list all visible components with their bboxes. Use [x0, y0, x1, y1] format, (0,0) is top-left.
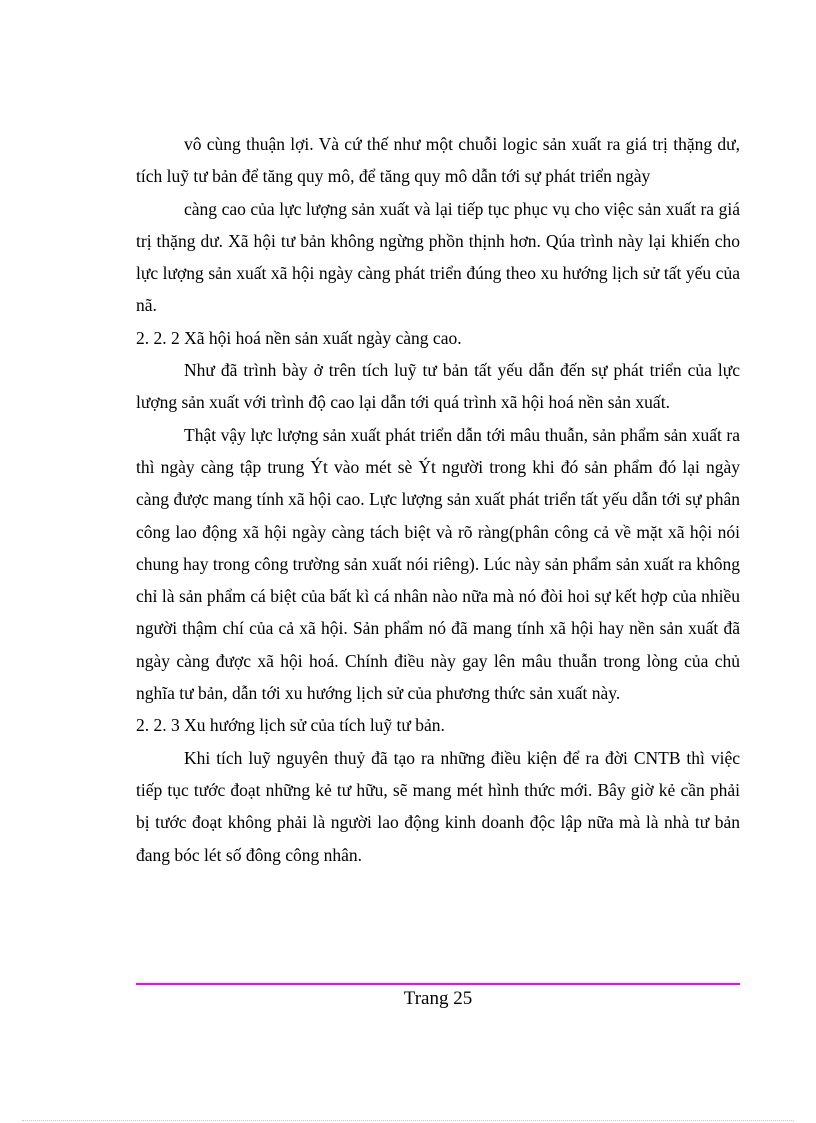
paragraph-continuation: vô cùng thuận lợi. Và cứ thế như một chuỗi logic sản xuất ra giá trị thặng dư, tích luỹ tư bản để tăng quy mô, để tăng quy mô dẫn tới sự phát triển ngày	[136, 134, 740, 187]
section-heading-2-2-3: 2. 2. 3 Xu hướng lịch sử của tích luỹ tư bản.	[136, 715, 445, 736]
section-heading-2-2-2: 2. 2. 2 Xã hội hoá nền sản xuất ngày càng cao.	[136, 327, 462, 348]
page-body	[136, 128, 740, 871]
paragraph: Như đã trình bày ở trên tích luỹ tư bản tất yếu dẫn đến sự phát triển của lực lượng sản xuất với trình độ cao lại dẫn tới quá trình xã hội hoá nền sản xuất.	[136, 360, 740, 413]
paragraph: càng cao của lực lượng sản xuất và lại tiếp tục phục vụ cho việc sản xuất ra giá trị thặng dư. Xã hội tư bản không ngừng phồn thịnh hơn. Qúa trình này lại khiến cho lực lượng sản xuất xã hội ngày càng phát triển đúng theo xu hướng lịch sử tất yếu của nã.	[136, 198, 740, 316]
paragraph: Khi tích luỹ nguyên thuỷ đã tạo ra những điều kiện để ra đời CNTB thì việc tiếp tục tước đoạt những kẻ tư hữu, sẽ mang mét hình thức mới. Bây giờ kẻ cần phải bị tước đoạt không phải là người lao động kinh doanh độc lập nữa mà là nhà tư bản đang bóc lét số đông công nhân.	[136, 747, 740, 865]
footer-divider	[136, 983, 740, 985]
page-edge-dotted-line	[22, 1120, 794, 1121]
paragraph: Thật vậy lực lượng sản xuất phát triển dẫn tới mâu thuẫn, sản phẩm sản xuất ra thì ngày càng tập trung Ýt vào mét sè Ýt người trong khi đó sản phẩm đó lại ngày càng được mang tính xã hội cao. Lực lượng sản xuất phát triển tất yếu dẫn tới sự phân công lao động xã hội ngày càng tách biệt và rõ ràng(phân công cả về mặt xã hội nói chung hay trong công trường sản xuất nói riêng). Lúc này sản phẩm sản xuất ra không chỉ là sản phẩm cá biệt của bất kì cá nhân nào nữa mà nó đòi hoi sự kết hợp của nhiều người thậm chí của cả xã hội. Sản phẩm nó đã mang tính xã hội hay nền sản xuất đã ngày càng được xã hội hoá. Chính điều này gay lên mâu thuẫn trong lòng của chủ nghĩa tư bản, dẫn tới xu hướng lịch sử của phương thức sản xuất này.	[136, 424, 740, 704]
page-number: Trang 25	[403, 988, 473, 1009]
